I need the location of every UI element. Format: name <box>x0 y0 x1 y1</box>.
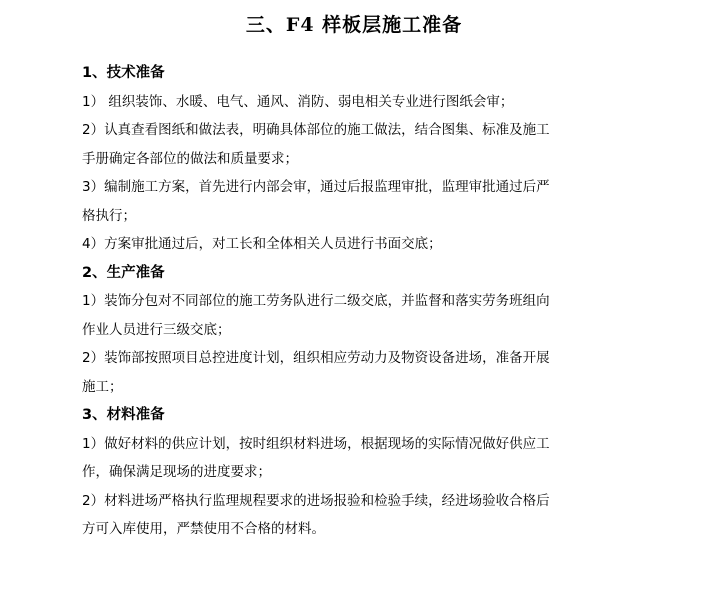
text-line: 作，确保满足现场的进度要求； <box>82 464 271 480</box>
document-title: 三、F4 样板层施工准备 <box>245 14 463 36</box>
text-line: 1）装饰分包对不同部位的施工劳务队进行二级交底，并监督和落实劳务班组向 <box>82 293 550 309</box>
paragraph <box>82 116 642 173</box>
document-body <box>82 59 642 544</box>
text-line: 2）材料进场严格执行监理规程要求的进场报验和检验手续，经进场验收合格后 <box>82 492 550 509</box>
text-line: 手册确定各部位的做法和质量要求； <box>82 150 298 167</box>
text-line: 作业人员进行三级交底； <box>82 321 231 338</box>
section-heading: 1、技术准备 <box>82 65 165 81</box>
paragraph <box>82 173 642 230</box>
section-production-preparation <box>82 259 642 402</box>
section-heading: 2、生产准备 <box>82 264 165 281</box>
paragraph <box>82 230 642 259</box>
paragraph <box>82 287 642 344</box>
section-technical-preparation <box>82 59 642 259</box>
text-line: 1） 组织装饰、水暖、电气、通风、消防、弱电相关专业进行图纸会审； <box>82 93 514 110</box>
text-line: 1）做好材料的供应计划，按时组织材料进场，根据现场的实际情况做好供应工 <box>82 435 550 452</box>
paragraph <box>82 487 642 544</box>
text-line: 方可入库使用，严禁使用不合格的材料。 <box>82 521 325 537</box>
section-material-preparation <box>82 401 642 544</box>
paragraph <box>82 430 642 487</box>
text-line: 施工； <box>82 378 123 395</box>
text-line: 4）方案审批通过后，对工长和全体相关人员进行书面交底； <box>82 236 442 252</box>
text-line: 2）装饰部按照项目总控进度计划，组织相应劳动力及物资设备进场，准备开展 <box>82 350 550 366</box>
text-line: 格执行； <box>82 207 136 224</box>
section-heading: 3、材料准备 <box>82 407 165 423</box>
text-line: 2）认真查看图纸和做法表，明确具体部位的施工做法，结合图集、标准及施工 <box>82 122 550 138</box>
text-line: 3）编制施工方案，首先进行内部会审，通过后报监理审批，监理审批通过后严 <box>82 179 550 195</box>
paragraph <box>82 344 642 401</box>
paragraph <box>82 88 642 117</box>
